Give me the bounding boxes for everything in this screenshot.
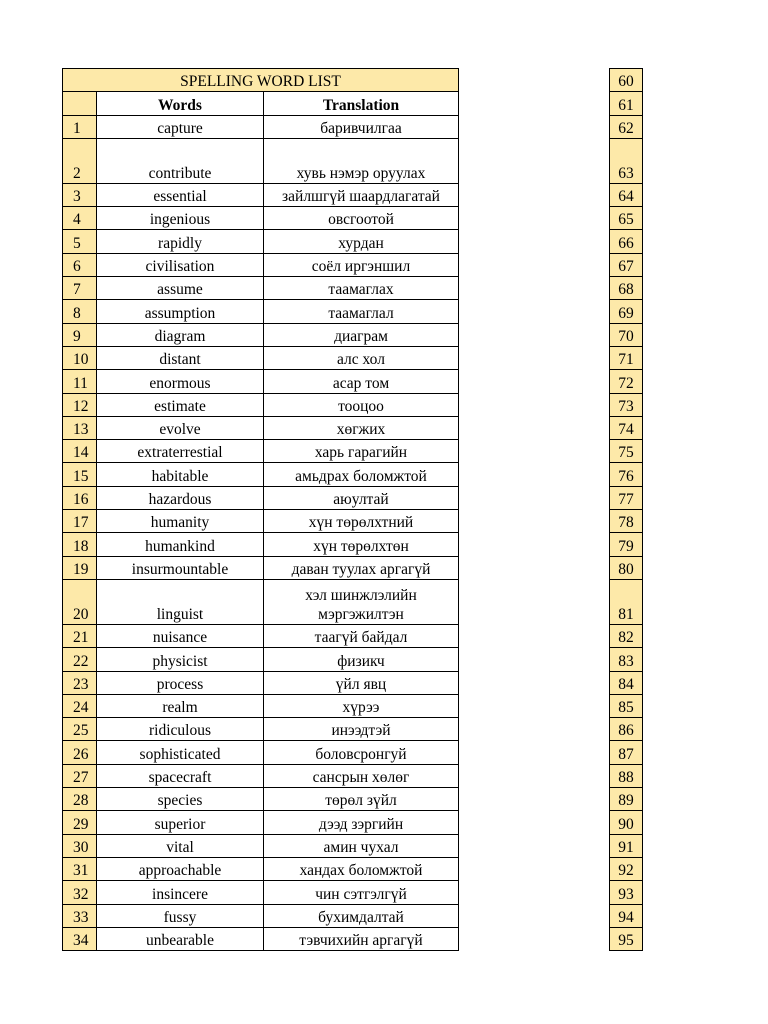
row-number-cell[interactable]: 24 [63, 694, 97, 717]
table-row [63, 370, 459, 393]
side-row [610, 904, 643, 927]
translation-cell[interactable]: физикч [264, 648, 459, 671]
translation-cell[interactable]: овсгоотой [264, 207, 459, 230]
translation-cell[interactable]: сансрын хөлөг [264, 764, 459, 787]
row-number-cell[interactable]: 32 [63, 881, 97, 904]
side-number-cell[interactable]: 85 [610, 694, 643, 717]
side-number-cell[interactable]: 95 [610, 927, 643, 950]
translation-cell[interactable]: тэвчихийн аргагүй [264, 927, 459, 950]
translation-cell[interactable]: диаграм [264, 323, 459, 346]
row-number-cell[interactable]: 20 [63, 579, 97, 624]
table-row [63, 300, 459, 323]
side-row [610, 277, 643, 300]
translation-cell[interactable]: хувь нэмэр оруулах [264, 138, 459, 183]
side-number-cell[interactable]: 89 [610, 788, 643, 811]
word-cell[interactable]: sophisticated [97, 741, 264, 764]
translation-cell[interactable]: амьдрах боломжтой [264, 463, 459, 486]
table-row [63, 834, 459, 857]
side-number-cell[interactable]: 93 [610, 881, 643, 904]
side-row [610, 69, 643, 92]
row-number-cell[interactable]: 22 [63, 648, 97, 671]
side-body [610, 69, 643, 951]
row-number-cell[interactable]: 18 [63, 533, 97, 556]
row-number-cell[interactable]: 9 [63, 323, 97, 346]
translation-cell[interactable]: чин сэтгэлгүй [264, 881, 459, 904]
row-number-cell[interactable]: 7 [63, 277, 97, 300]
translation-cell[interactable]: таамаглал [264, 300, 459, 323]
words-header[interactable]: Words [97, 92, 264, 115]
table-row [63, 648, 459, 671]
translation-cell[interactable]: алс хол [264, 346, 459, 369]
word-cell[interactable]: civilisation [97, 253, 264, 276]
table-row [63, 718, 459, 741]
row-number-cell[interactable]: 34 [63, 927, 97, 950]
word-cell[interactable]: physicist [97, 648, 264, 671]
translation-cell[interactable]: амин чухал [264, 834, 459, 857]
translation-cell[interactable]: хурдан [264, 230, 459, 253]
word-cell[interactable]: humankind [97, 533, 264, 556]
side-number-cell[interactable]: 83 [610, 648, 643, 671]
side-number-cell[interactable]: 84 [610, 671, 643, 694]
side-row [610, 115, 643, 138]
translation-cell[interactable]: даван туулах аргагүй [264, 556, 459, 579]
side-row [610, 486, 643, 509]
side-row [610, 346, 643, 369]
side-number-cell[interactable]: 70 [610, 323, 643, 346]
table-row [63, 857, 459, 880]
word-cell[interactable]: linguist [97, 579, 264, 624]
row-number-cell[interactable]: 27 [63, 764, 97, 787]
table-row [63, 463, 459, 486]
side-row [610, 416, 643, 439]
translation-cell[interactable]: хандах боломжтой [264, 857, 459, 880]
side-number-cell[interactable]: 69 [610, 300, 643, 323]
word-cell[interactable]: rapidly [97, 230, 264, 253]
side-row [610, 300, 643, 323]
word-cell[interactable]: insincere [97, 881, 264, 904]
translation-cell[interactable]: харь гарагийн [264, 440, 459, 463]
side-row [610, 788, 643, 811]
row-number-cell[interactable]: 28 [63, 788, 97, 811]
word-cell[interactable]: essential [97, 183, 264, 206]
word-cell[interactable]: process [97, 671, 264, 694]
translation-cell[interactable]: таамаглах [264, 277, 459, 300]
side-number-cell[interactable]: 63 [610, 138, 643, 183]
side-number-cell[interactable]: 72 [610, 370, 643, 393]
word-cell[interactable]: superior [97, 811, 264, 834]
table-row [63, 904, 459, 927]
table-row [63, 556, 459, 579]
side-number-cell[interactable]: 78 [610, 510, 643, 533]
side-number-cell[interactable]: 66 [610, 230, 643, 253]
side-row [610, 556, 643, 579]
word-cell[interactable]: realm [97, 694, 264, 717]
row-number-cell[interactable]: 5 [63, 230, 97, 253]
side-number-cell[interactable]: 92 [610, 857, 643, 880]
side-number-cell[interactable]: 64 [610, 183, 643, 206]
side-row [610, 533, 643, 556]
side-number-cell[interactable]: 81 [610, 579, 643, 624]
row-number-cell[interactable]: 30 [63, 834, 97, 857]
translation-cell[interactable]: соёл иргэншил [264, 253, 459, 276]
side-row [610, 694, 643, 717]
table-row [63, 927, 459, 950]
table-row [63, 624, 459, 647]
side-number-cell[interactable]: 73 [610, 393, 643, 416]
row-number-cell[interactable]: 13 [63, 416, 97, 439]
word-cell[interactable]: unbearable [97, 927, 264, 950]
side-number-cell[interactable]: 91 [610, 834, 643, 857]
side-row [610, 510, 643, 533]
table-row [63, 579, 459, 624]
translation-cell[interactable]: хэл шинжлэлийн мэргэжилтэн [264, 579, 459, 624]
word-cell[interactable]: evolve [97, 416, 264, 439]
word-cell[interactable]: fussy [97, 904, 264, 927]
word-cell[interactable]: spacecraft [97, 764, 264, 787]
side-number-cell[interactable]: 68 [610, 277, 643, 300]
word-cell[interactable]: vital [97, 834, 264, 857]
side-number-cell[interactable]: 74 [610, 416, 643, 439]
side-row [610, 440, 643, 463]
table-row [63, 230, 459, 253]
translation-cell[interactable]: баривчилгаа [264, 115, 459, 138]
side-row [610, 648, 643, 671]
side-row [610, 393, 643, 416]
side-row [610, 857, 643, 880]
row-number-cell[interactable]: 1 [63, 115, 97, 138]
translation-cell[interactable]: хөгжих [264, 416, 459, 439]
translation-cell[interactable]: таагүй байдал [264, 624, 459, 647]
table-row [63, 346, 459, 369]
translation-cell[interactable]: боловсронгуй [264, 741, 459, 764]
table-row [63, 881, 459, 904]
table-row [63, 393, 459, 416]
table-row [63, 440, 459, 463]
side-number-cell[interactable]: 61 [610, 92, 643, 115]
side-row [610, 741, 643, 764]
side-row [610, 230, 643, 253]
side-number-cell[interactable]: 71 [610, 346, 643, 369]
word-cell[interactable]: insurmountable [97, 556, 264, 579]
side-number-cell[interactable]: 79 [610, 533, 643, 556]
row-number-cell[interactable]: 16 [63, 486, 97, 509]
word-cell[interactable]: contribute [97, 138, 264, 183]
translation-header[interactable]: Translation [264, 92, 459, 115]
side-row [610, 671, 643, 694]
side-row [610, 881, 643, 904]
translation-cell[interactable]: төрөл зүйл [264, 788, 459, 811]
row-number-cell[interactable]: 26 [63, 741, 97, 764]
header-row [63, 92, 459, 115]
side-row [610, 624, 643, 647]
header-blank-cell[interactable] [63, 92, 97, 115]
spelling-word-table [62, 68, 459, 951]
table-row [63, 486, 459, 509]
side-row [610, 764, 643, 787]
word-cell[interactable]: habitable [97, 463, 264, 486]
row-number-cell[interactable]: 6 [63, 253, 97, 276]
row-number-cell[interactable]: 3 [63, 183, 97, 206]
side-row [610, 579, 643, 624]
side-number-column [609, 68, 643, 951]
row-number-cell[interactable]: 17 [63, 510, 97, 533]
translation-cell[interactable]: хүн төрөлхтний [264, 510, 459, 533]
table-title[interactable]: SPELLING WORD LIST [63, 69, 459, 92]
word-cell[interactable]: ridiculous [97, 718, 264, 741]
translation-cell[interactable]: зайлшгүй шаардлагатай [264, 183, 459, 206]
translation-cell[interactable]: тооцоо [264, 393, 459, 416]
side-number-cell[interactable]: 87 [610, 741, 643, 764]
side-number-cell[interactable]: 80 [610, 556, 643, 579]
row-number-cell[interactable]: 4 [63, 207, 97, 230]
word-cell[interactable]: ingenious [97, 207, 264, 230]
row-number-cell[interactable]: 14 [63, 440, 97, 463]
table-row [63, 277, 459, 300]
side-row [610, 253, 643, 276]
side-row [610, 92, 643, 115]
row-number-cell[interactable]: 21 [63, 624, 97, 647]
word-cell[interactable]: distant [97, 346, 264, 369]
side-number-cell[interactable]: 90 [610, 811, 643, 834]
row-number-cell[interactable]: 23 [63, 671, 97, 694]
side-number-cell[interactable]: 88 [610, 764, 643, 787]
side-number-cell[interactable]: 76 [610, 463, 643, 486]
word-cell[interactable]: humanity [97, 510, 264, 533]
table-row [63, 788, 459, 811]
word-cell[interactable]: capture [97, 115, 264, 138]
row-number-cell[interactable]: 8 [63, 300, 97, 323]
table-row [63, 115, 459, 138]
table-row [63, 183, 459, 206]
side-number-cell[interactable]: 86 [610, 718, 643, 741]
row-number-cell[interactable]: 25 [63, 718, 97, 741]
translation-cell[interactable]: үйл явц [264, 671, 459, 694]
row-number-cell[interactable]: 11 [63, 370, 97, 393]
table-row [63, 671, 459, 694]
side-row [610, 138, 643, 183]
side-row [610, 927, 643, 950]
table-row [63, 323, 459, 346]
side-number-cell[interactable]: 77 [610, 486, 643, 509]
word-cell[interactable]: assumption [97, 300, 264, 323]
translation-cell[interactable]: инээдтэй [264, 718, 459, 741]
side-row [610, 718, 643, 741]
row-number-cell[interactable]: 19 [63, 556, 97, 579]
word-cell[interactable]: enormous [97, 370, 264, 393]
table-row [63, 253, 459, 276]
side-row [610, 323, 643, 346]
word-cell[interactable]: species [97, 788, 264, 811]
row-number-cell[interactable]: 10 [63, 346, 97, 369]
row-number-cell[interactable]: 29 [63, 811, 97, 834]
side-number-cell[interactable]: 82 [610, 624, 643, 647]
side-number-cell[interactable]: 94 [610, 904, 643, 927]
table-row [63, 416, 459, 439]
translation-cell[interactable]: хүн төрөлхтөн [264, 533, 459, 556]
word-cell[interactable]: approachable [97, 857, 264, 880]
word-cell[interactable]: nuisance [97, 624, 264, 647]
table-row [63, 533, 459, 556]
row-number-cell[interactable]: 15 [63, 463, 97, 486]
translation-cell[interactable]: асар том [264, 370, 459, 393]
row-number-cell[interactable]: 31 [63, 857, 97, 880]
table-body [63, 69, 459, 951]
word-cell[interactable]: extraterrestial [97, 440, 264, 463]
table-row [63, 510, 459, 533]
table-row [63, 764, 459, 787]
row-number-cell[interactable]: 2 [63, 138, 97, 183]
translation-cell[interactable]: дээд зэргийн [264, 811, 459, 834]
side-number-cell[interactable]: 60 [610, 69, 643, 92]
side-number-cell[interactable]: 62 [610, 115, 643, 138]
side-row [610, 463, 643, 486]
table-row [63, 811, 459, 834]
translation-cell[interactable]: хүрээ [264, 694, 459, 717]
translation-cell[interactable]: аюултай [264, 486, 459, 509]
table-row [63, 138, 459, 183]
word-cell[interactable]: hazardous [97, 486, 264, 509]
side-row [610, 834, 643, 857]
side-number-cell[interactable]: 67 [610, 253, 643, 276]
side-row [610, 811, 643, 834]
word-cell[interactable]: diagram [97, 323, 264, 346]
row-number-cell[interactable]: 33 [63, 904, 97, 927]
side-row [610, 370, 643, 393]
table-row [63, 207, 459, 230]
word-cell[interactable]: assume [97, 277, 264, 300]
table-row [63, 694, 459, 717]
translation-cell[interactable]: бухимдалтай [264, 904, 459, 927]
title-row [63, 69, 459, 92]
side-number-cell[interactable]: 65 [610, 207, 643, 230]
word-cell[interactable]: estimate [97, 393, 264, 416]
side-number-cell[interactable]: 75 [610, 440, 643, 463]
side-row [610, 207, 643, 230]
table-row [63, 741, 459, 764]
row-number-cell[interactable]: 12 [63, 393, 97, 416]
side-row [610, 183, 643, 206]
